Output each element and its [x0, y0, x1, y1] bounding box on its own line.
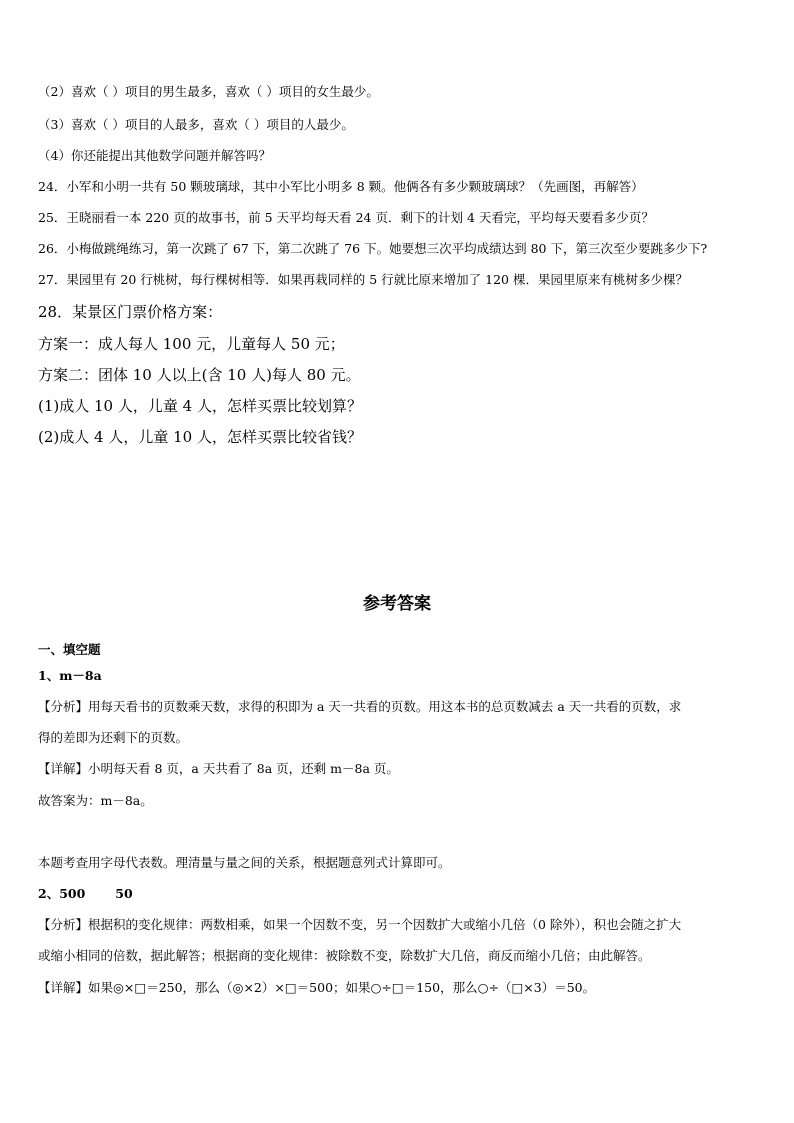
answers-title: 参考答案 — [363, 594, 431, 614]
question-27: 27．果园里有 20 行桃树，每行棵树相等．如果再栽同样的 5 行就比原来增加了 120 棵．果园里原来有桃树多少棵？ — [38, 272, 688, 287]
answer-2-value-2: 50 — [115, 886, 133, 901]
answer-1-analysis-line-2: 得的差即为还剩下的页数。 — [38, 730, 189, 745]
answer-2-heading — [38, 884, 133, 902]
question-24: 24．小军和小明一共有 50 颗玻璃球，其中小军比小明多 8 颗。他俩各有多少颗玻璃球？（先画图，再解答） — [38, 179, 644, 194]
answer-2-value-1: 2、500 — [38, 886, 86, 901]
answer-1-result: 故答案为：m－8a。 — [38, 793, 153, 808]
answer-2-analysis-line-2: 或缩小相同的倍数，据此解答；根据商的变化规律：被除数不变，除数扩大几倍，商反而缩小几倍；由此解答。 — [38, 948, 651, 963]
answer-2-analysis-line-1: 【分析】根据积的变化规律：两数相乘，如果一个因数不变，另一个因数扩大或缩小几倍（0 除外），积也会随之扩大 — [38, 917, 682, 932]
answer-1-heading: 1、m－8a — [38, 668, 102, 683]
answer-1-detail: 【详解】小明每天看 8 页，a 天共看了 8a 页，还剩 m－8a 页。 — [38, 761, 399, 776]
question-28-part-1: (1)成人 10 人，儿童 4 人，怎样买票比较划算？ — [38, 397, 362, 415]
question-23-part-3: （3）喜欢（ ）项目的人最多，喜欢（ ）项目的人最少。 — [38, 117, 354, 132]
question-28: 28．某景区门票价格方案： — [38, 303, 223, 321]
question-25: 25．王晓丽看一本 220 页的故事书，前 5 天平均每天看 24 页．剩下的计划 4 天看完，平均每天要看多少页？ — [38, 210, 654, 225]
answer-1-analysis-line-1: 【分析】用每天看书的页数乘天数，求得的积即为 a 天一共看的页数。用这本书的总页数减去 a 天一共看的页数，求 — [38, 699, 682, 714]
answer-1-comment: 本题考查用字母代表数。理清量与量之间的关系，根据题意列式计算即可。 — [38, 855, 451, 870]
question-28-plan-1: 方案一：成人每人 100 元，儿童每人 50 元； — [38, 335, 345, 353]
answer-2-detail: 【详解】如果◎×□＝250，那么（◎×2）×□＝500；如果○÷□＝150，那么○÷（□×3）＝50。 — [38, 980, 596, 995]
question-26: 26．小梅做跳绳练习，第一次跳了 67 下，第二次跳了 76 下。她要想三次平均成绩达到 80 下，第三次至少要跳多少下? — [38, 241, 708, 256]
question-28-plan-2: 方案二：团体 10 人以上(含 10 人)每人 80 元。 — [38, 366, 361, 384]
question-23-part-4: （4）你还能提出其他数学问题并解答吗？ — [38, 148, 271, 163]
question-23-part-2: （2）喜欢（ ）项目的男生最多，喜欢（ ）项目的女生最少。 — [38, 84, 379, 99]
question-28-part-2: (2)成人 4 人，儿童 10 人，怎样买票比较省钱？ — [38, 428, 362, 446]
section-heading-fill-blank: 一、填空题 — [38, 642, 101, 657]
